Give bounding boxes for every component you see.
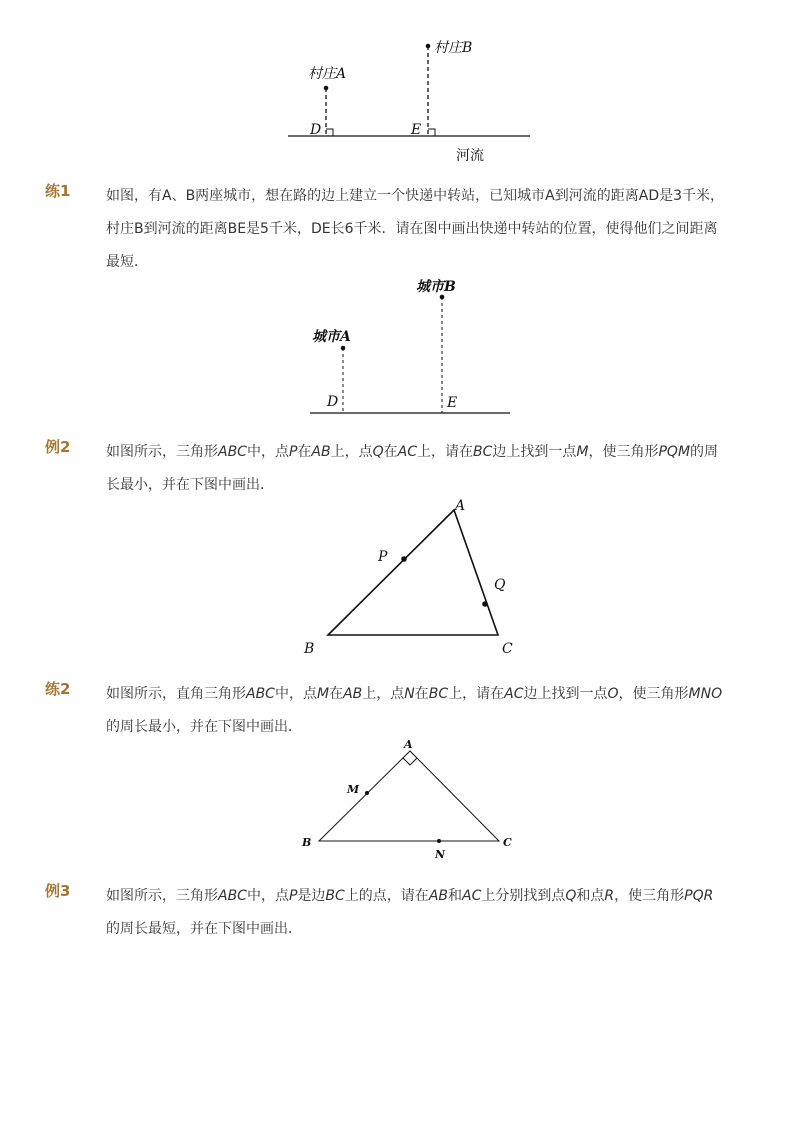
label-city-a: 城市A [312,329,351,345]
label-river: 河流 [456,148,484,164]
label-e: E [447,395,458,411]
problem-tag: 例3 [45,882,71,900]
label-village-a: 村庄A [308,66,347,82]
problem-tag: 练2 [45,680,71,698]
label-c: C [503,836,512,849]
point-m [365,791,369,795]
label-b: B [302,836,312,849]
label-b: B [304,641,315,657]
problem-text: 如图，有A、B两座城市，想在路的边上建立一个快递中转站，已知城市A到河流的距离AD是3千米，村庄B到河流的距离BE是5千米，DE长6千米．请在图中画出快递中转站的位置，使得他们之间距离最短． [106,188,725,270]
problem-text: 如图所示，三角形ABC中，点P是边BC上的点，请在AB和AC上分别找到点Q和点R，使三角形PQR的周长最短，并在下图中画出． [106,888,714,937]
label-d: D [310,122,322,138]
point-n [437,839,441,843]
label-p: P [378,549,388,565]
problem-text: 如图所示，直角三角形ABC中，点M在AB上，点N在BC上，请在AC边上找到一点O，使三角形MNO的周长最小，并在下图中画出． [106,686,723,735]
figure-villages-river [280,30,540,170]
village-a-point [324,86,329,91]
figure-cities [300,270,520,420]
label-a: A [404,738,413,751]
label-a: A [455,498,466,514]
point-q [482,601,488,607]
label-q: Q [494,577,506,593]
city-a-point [341,346,346,351]
label-village-b: 村庄B [434,40,473,56]
label-city-b: 城市B [416,279,456,295]
city-b-point [440,295,445,300]
problem-tag: 练1 [45,182,71,200]
figure-triangle-pq [290,490,530,665]
figure-right-triangle-mn [295,735,525,865]
problem-tag: 例2 [45,438,71,456]
point-p [401,556,407,562]
label-c: C [502,641,513,657]
problem-text: 如图所示，三角形ABC中，点P在AB上，点Q在AC上，请在BC边上找到一点M，使三角形PQM的周长最小，并在下图中画出． [106,444,719,493]
label-m: M [347,783,360,796]
label-d: D [327,394,339,410]
village-b-point [426,44,431,49]
label-n: N [435,848,446,861]
label-e: E [411,122,422,138]
